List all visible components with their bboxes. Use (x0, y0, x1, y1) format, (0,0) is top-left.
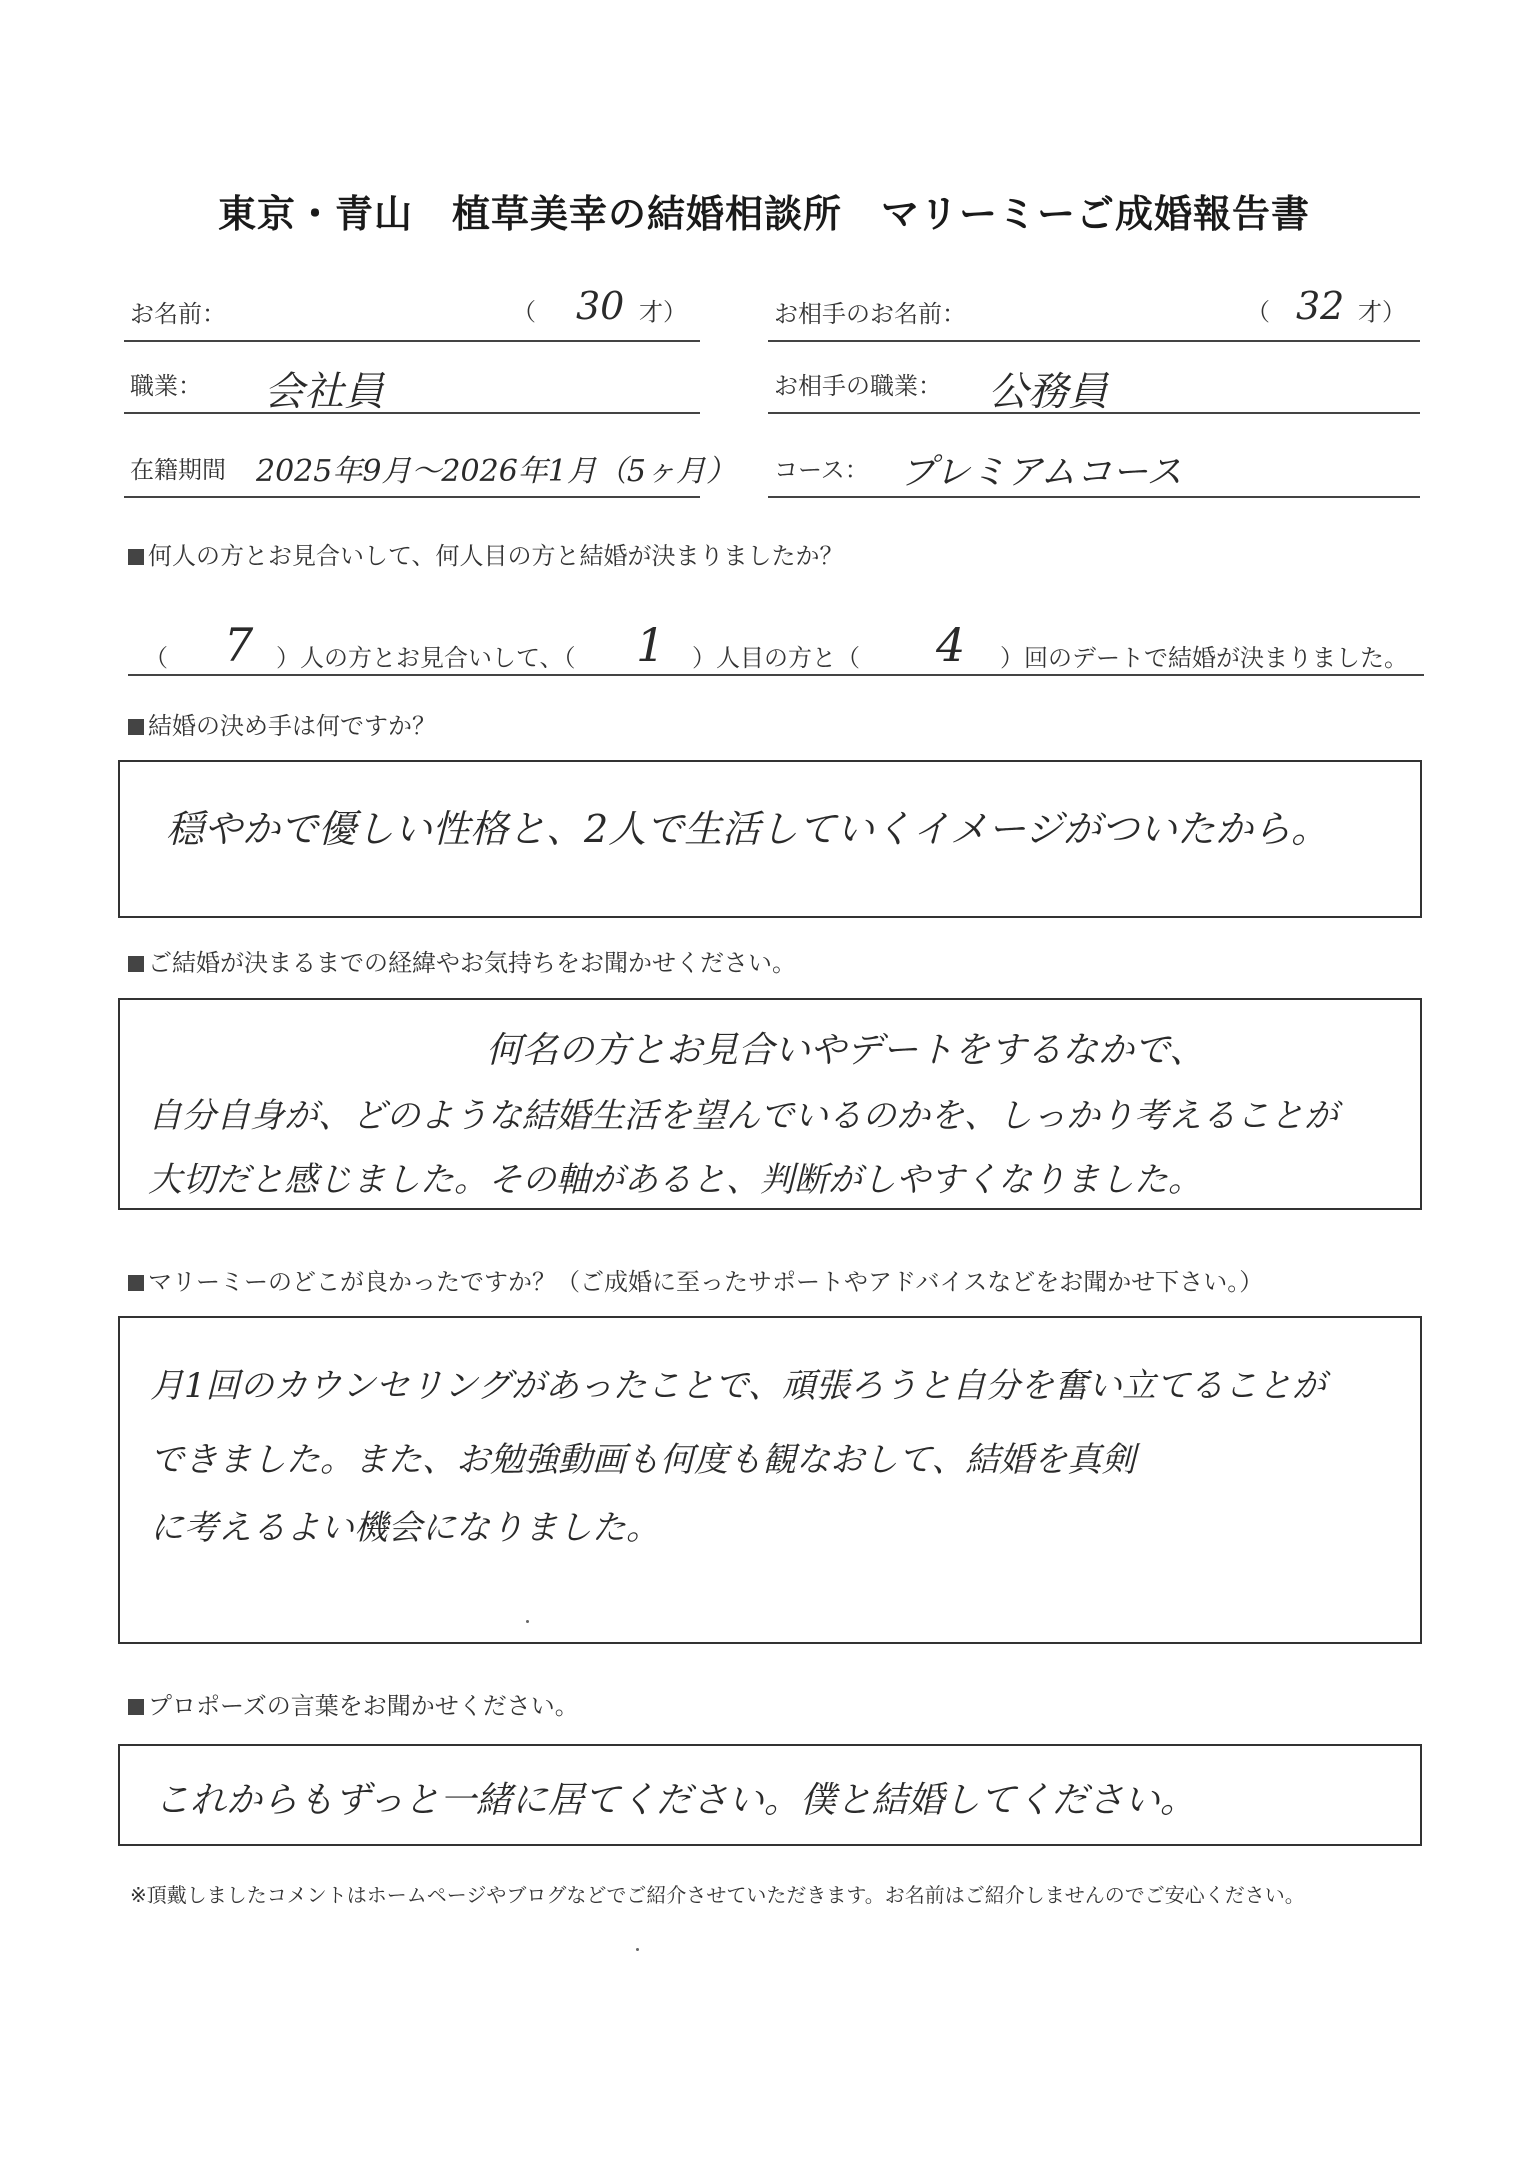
q4-question: マリーミーのどこが良かったですか？（ご成婚に至ったサポートやアドバイスなどをお聞かせ下さい。） (148, 1268, 1264, 1296)
q2-question: 結婚の決め手は何ですか？ (148, 712, 436, 740)
q4-heading (128, 1262, 1263, 1297)
period-label: 在籍期間 (130, 456, 226, 484)
q1-question: 何人の方とお見合いして、何人目の方と結婚が決まりましたか？ (148, 542, 844, 570)
name-label: お名前： (130, 300, 226, 328)
name-row (124, 284, 700, 342)
q1-heading (128, 536, 844, 571)
pen-dot (526, 1620, 529, 1623)
q5-answer-box (118, 1744, 1422, 1846)
job-row (124, 360, 700, 414)
q4-answer-line: に考えるよい機会になりました。 (150, 1508, 660, 1548)
square-bullet-icon (128, 1275, 144, 1291)
period-row (124, 440, 736, 498)
q3-question: ご結婚が決まるまでの経緯やお気持ちをお聞かせください。 (148, 949, 796, 977)
q5-question: プロポーズの言葉をお聞かせください。 (148, 1692, 579, 1720)
q1-dates: 4 (936, 618, 966, 672)
partner-age-value: 32 (1296, 284, 1345, 328)
period-value: 2025年9月〜2026年1月（5ヶ月） (256, 454, 736, 489)
partner-job-row (768, 360, 1420, 414)
square-bullet-icon (128, 1699, 144, 1715)
q1-open: （ (144, 644, 168, 672)
q3-answer-line: 何名の方とお見合いやデートをするなかで、 (486, 1030, 1206, 1071)
partner-age-open: （ (1246, 298, 1270, 326)
q2-answer-box (118, 760, 1422, 918)
q3-answer-line: 自分自身が、どのような結婚生活を望んでいるのかを、しっかり考えることが (148, 1096, 1338, 1136)
q1-text-b: ）人目の方と（ (692, 644, 860, 672)
square-bullet-icon (128, 719, 144, 735)
age-close: 才） (639, 298, 687, 326)
footer-note: ※頂戴しましたコメントはホームページやブログなどでご紹介させていただきます。お名前はご紹介しませんのでご安心ください。 (130, 1883, 1305, 1907)
partner-age-close: 才） (1358, 298, 1406, 326)
job-label: 職業： (130, 372, 202, 400)
q1-which-person: 1 (636, 618, 666, 672)
square-bullet-icon (128, 956, 144, 972)
age-value: 30 (576, 284, 625, 328)
age-open: （ (512, 298, 536, 326)
q1-text-a: ）人の方とお見合いして、（ (276, 644, 576, 672)
q4-answer-line: 月1回のカウンセリングがあったことで、頑張ろうと自分を奮い立てることが (150, 1366, 1326, 1406)
scan-speck (636, 1948, 639, 1951)
partner-job-value: 公務員 (988, 369, 1108, 415)
partner-job-label: お相手の職業： (774, 372, 942, 400)
q3-answer-line: 大切だと感じました。その軸があると、判断がしやすくなりました。 (148, 1160, 1202, 1200)
q5-heading (128, 1686, 579, 1721)
q3-answer-box (118, 998, 1422, 1210)
q5-answer-line: これからもずっと一緒に居てください。僕と結婚してください。 (154, 1780, 1196, 1821)
job-value: 会社員 (264, 369, 384, 415)
partner-name-row (768, 284, 1420, 342)
q1-answer-row (128, 618, 1424, 676)
q3-heading (128, 943, 796, 978)
course-row (768, 440, 1420, 498)
course-label: コース： (774, 456, 869, 484)
report-title: 東京・青山 植草美幸の結婚相談所 マリーミーご成婚報告書 (217, 192, 1310, 236)
q1-miai-count: 7 (224, 618, 254, 672)
q2-answer-line: 穏やかで優しい性格と、2人で生活していくイメージがついたから。 (166, 807, 1330, 851)
square-bullet-icon (128, 549, 144, 565)
q4-answer-box (118, 1316, 1422, 1644)
q2-heading (128, 706, 436, 741)
partner-name-label: お相手のお名前： (774, 300, 966, 328)
course-value: プレミアムコース (900, 452, 1183, 493)
q1-text-c: ）回のデートで結婚が決まりました。 (1000, 644, 1408, 672)
q4-answer-line: できました。また、お勉強動画も何度も観なおして、結婚を真剣 (150, 1440, 1136, 1480)
